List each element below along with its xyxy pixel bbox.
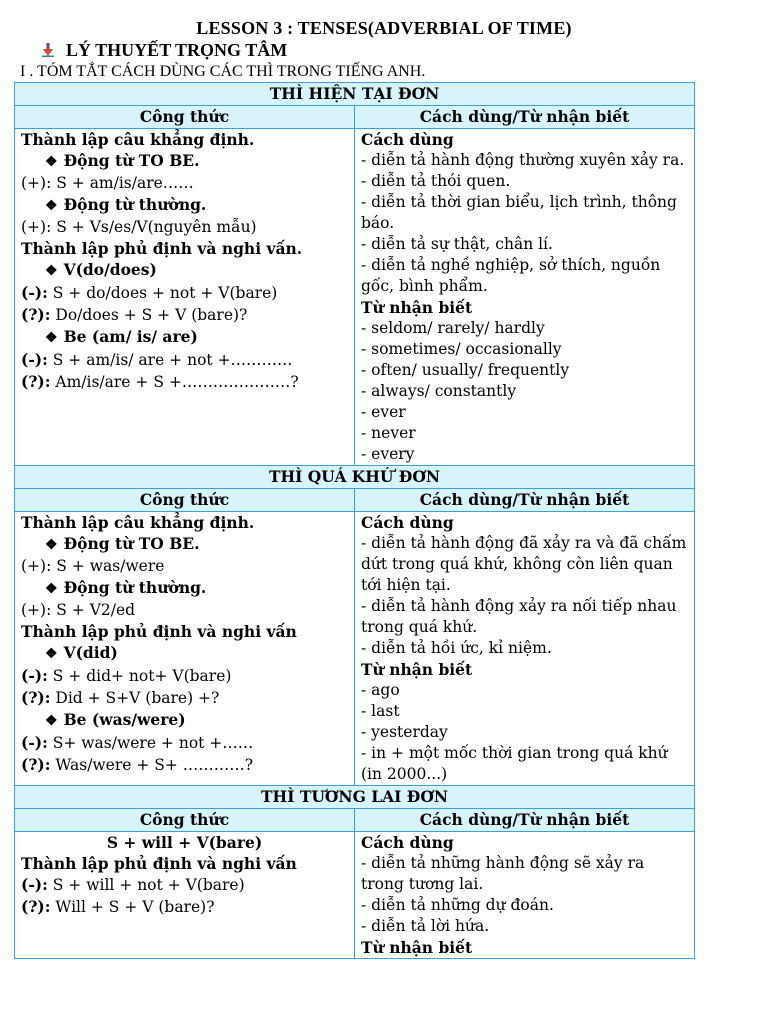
diamond-icon: ❖ [45,713,58,729]
usage-line: - diễn tả hồi ức, kỉ niệm. [361,639,552,657]
signal-words-heading: Từ nhận biết [361,660,473,679]
usage-line: - diễn tả lời hứa. [361,917,490,935]
future-section-header [15,786,695,809]
usage-heading: Cách dùng [361,513,454,532]
future-usage-cell [355,832,695,959]
lesson-title: LESSON 3 : TENSES(ADVERBIAL OF TIME) [196,18,572,38]
formula-line: (-): S + do/does + not + V(bare) [21,283,278,302]
past-formula-cell [15,512,355,786]
diamond-icon: ❖ [45,646,58,662]
formula-line: ❖ Động từ TO BE. [45,534,200,553]
formula-line: ❖ V(do/does) [45,260,157,279]
signal-word: - often/ usually/ frequently [361,361,570,379]
formula-line: (?): Did + S+V (bare) +? [21,688,220,707]
present-content-row [15,129,695,466]
signal-words-heading: Từ nhận biết [361,938,473,957]
formula-line: (?): Do/does + S + V (bare)? [21,305,248,324]
formula-column-header: Công thức [15,489,355,512]
signal-word: - every [361,445,415,463]
formula-line: (?): Will + S + V (bare)? [21,897,215,916]
signal-word: - last [361,702,400,720]
formula-line: ❖ Động từ thường. [45,195,207,214]
formula-line: Thành lập phủ định và nghi vấn. [21,239,303,258]
usage-line: - diễn tả thời gian biểu, lịch trình, thông báo. [361,193,677,232]
usage-line: - diễn tả sự thật, chân lí. [361,235,553,253]
future-content-row [15,832,695,959]
formula-line: (-): S + did+ not+ V(bare) [21,666,232,685]
formula-line: Thành lập câu khẳng định. [21,130,255,149]
subtitle-text: LÝ THUYẾT TRỌNG TÂM [66,40,288,60]
signal-word: - seldom/ rarely/ hardly [361,319,545,337]
usage-line: - diễn tả hành động thường xuyên xảy ra. [361,151,685,169]
signal-word: - ago [361,681,400,699]
signal-word: - sometimes/ occasionally [361,340,562,358]
signal-word: - in + một mốc thời gian trong quá khứ (in 2000...) [361,744,668,783]
future-section-title: THÌ TƯƠNG LAI ĐƠN [15,786,695,809]
usage-heading: Cách dùng [361,833,454,852]
diamond-icon: ❖ [45,537,58,553]
formula-line: ❖ Động từ TO BE. [45,151,200,170]
formula-line: (-): S + am/is/ are + not +………… [21,350,293,369]
formula-line: ❖ Động từ thường. [45,578,207,597]
formula-line: ❖ Be (was/were) [45,710,186,729]
signal-word: - always/ constantly [361,382,517,400]
signal-word: - yesterday [361,723,448,741]
formula-line: (-): S + will + not + V(bare) [21,875,245,894]
usage-line: - diễn tả những hành động sẽ xảy ra trong tương lai. [361,854,645,893]
formula-line: (+): S + V2/ed [21,601,136,619]
diamond-icon: ❖ [45,198,58,214]
formula-line: S + will + V(bare) [106,833,263,852]
usage-column-header: Cách dùng/Từ nhận biết [355,809,695,832]
subtitle [44,39,287,61]
formula-line: (+): S + was/were [21,557,165,575]
formula-line: ❖ V(did) [45,643,118,662]
future-formula-cell [15,832,355,959]
past-column-headers [15,489,695,512]
diamond-icon: ❖ [45,154,58,170]
formula-line: (?): Was/were + S+ …………? [21,755,254,774]
signal-word: - ever [361,403,406,421]
usage-line: - diễn tả hành động đã xảy ra và đã chấm dứt trong quá khứ, không còn liên quan tới hiện tại. [361,534,687,594]
formula-column-header: Công thức [15,809,355,832]
formula-line: Thành lập phủ định và nghi vấn [21,622,297,641]
present-section-header [15,83,695,106]
formula-line: (+): S + Vs/es/V(nguyên mẫu) [21,218,257,236]
past-section-header [15,466,695,489]
future-column-headers [15,809,695,832]
usage-line: - diễn tả nghề nghiệp, sở thích, nguồn gốc, bình phẩm. [361,256,661,295]
present-column-headers [15,106,695,129]
usage-line: - diễn tả thói quen. [361,172,511,190]
formula-line: Thành lập phủ định và nghi vấn [21,854,297,873]
formula-line: (+): S + am/is/are…… [21,174,194,192]
formula-line: Thành lập câu khẳng định. [21,513,255,532]
tenses-table [14,82,695,959]
formula-line: (?): Am/is/are + S +…………………? [21,372,299,391]
diamond-icon: ❖ [45,581,58,597]
signal-words-heading: Từ nhận biết [361,298,473,317]
usage-line: - diễn tả những dự đoán. [361,896,554,914]
present-section-title: THÌ HIỆN TẠI ĐƠN [15,83,695,106]
formula-column-header: Công thức [15,106,355,129]
intro-heading: I . TÓM TẮT CÁCH DÙNG CÁC THÌ TRONG TIẾNG ANH. [20,63,426,80]
diamond-icon: ❖ [45,330,58,346]
formula-line: (-): S+ was/were + not +…… [21,733,254,752]
usage-column-header: Cách dùng/Từ nhận biết [355,106,695,129]
diamond-icon: ❖ [45,263,58,279]
past-content-row [15,512,695,786]
arrow-down-icon [42,43,54,57]
usage-column-header: Cách dùng/Từ nhận biết [355,489,695,512]
formula-line: ❖ Be (am/ is/ are) [45,327,198,346]
past-usage-cell [355,512,695,786]
usage-line: - diễn tả hành động xảy ra nối tiếp nhau trong quá khứ. [361,597,677,636]
present-usage-cell [355,129,695,466]
past-section-title: THÌ QUÁ KHỨ ĐƠN [15,466,695,489]
signal-word: - never [361,424,416,442]
usage-heading: Cách dùng [361,130,454,149]
present-formula-cell [15,129,355,466]
